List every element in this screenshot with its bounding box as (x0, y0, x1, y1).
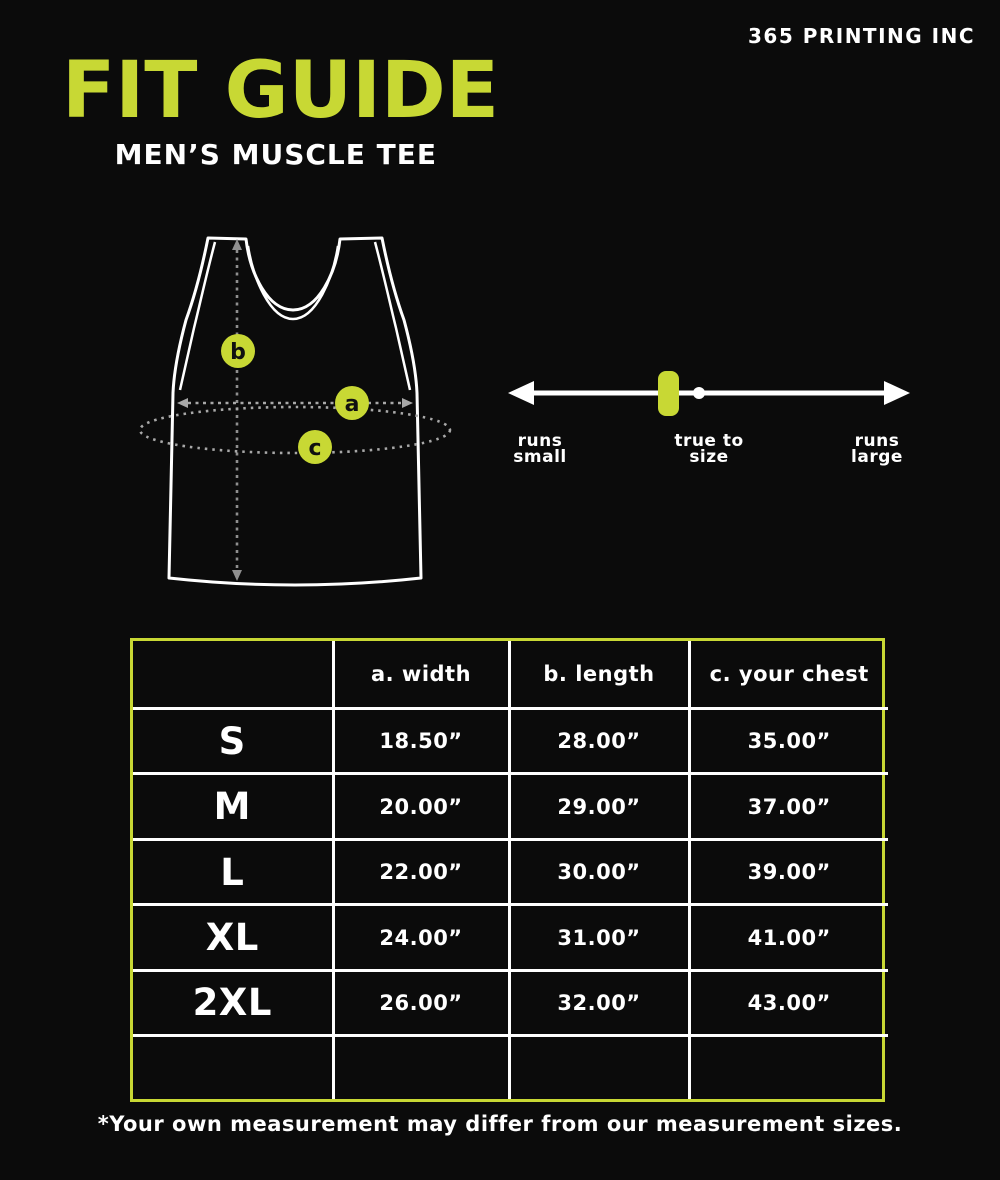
marker-a (335, 386, 369, 420)
fit-scale (486, 356, 950, 432)
fit-scale-left-arrowhead (508, 381, 534, 405)
fit-scale-dot (693, 387, 705, 399)
length-value: 29.00” (509, 774, 689, 839)
table-row-xl (133, 905, 888, 970)
chest-value: 37.00” (689, 774, 888, 839)
marker-c (298, 430, 332, 464)
svg-text:b: b (230, 340, 246, 365)
length-value: 32.00” (509, 970, 689, 1035)
left-armhole-binding (180, 242, 215, 390)
measurement-disclaimer: *Your own measurement may differ from our measurement sizes. (97, 1112, 903, 1136)
header-chest: c. your chest (689, 641, 888, 709)
fit-scale-right-arrowhead (884, 381, 910, 405)
chest-value: 43.00” (689, 970, 888, 1035)
size-label: S (133, 709, 333, 774)
length-measure-arrow (232, 239, 242, 581)
header-width: a. width (333, 641, 509, 709)
fit-scale-label-runs-large: runs large (851, 431, 903, 467)
svg-text:a: a (344, 392, 360, 417)
width-value: 22.00” (333, 839, 509, 904)
svg-text:c: c (308, 436, 322, 461)
width-value: 18.50” (333, 709, 509, 774)
page-title: FIT GUIDE (62, 46, 500, 136)
page-subtitle: MEN’S MUSCLE TEE (114, 138, 437, 171)
size-label: 2XL (133, 970, 333, 1035)
length-value: 31.00” (509, 905, 689, 970)
fit-scale-label-runs-small: runs small (513, 431, 567, 467)
chest-value: 41.00” (689, 905, 888, 970)
width-measure-arrow (177, 398, 413, 408)
header-size (133, 641, 333, 709)
size-table-frame (130, 638, 885, 1102)
size-label: L (133, 839, 333, 904)
right-armhole-binding (375, 242, 410, 390)
brand-name: 365 PRINTING INC (747, 24, 975, 48)
width-value: 24.00” (333, 905, 509, 970)
width-value: 26.00” (333, 970, 509, 1035)
size-label: M (133, 774, 333, 839)
size-table (133, 641, 888, 1099)
chest-measure-ellipse (140, 407, 450, 453)
length-value: 30.00” (509, 839, 689, 904)
table-row-m (133, 774, 888, 839)
fit-scale-indicator (658, 371, 679, 416)
table-row-s (133, 709, 888, 774)
fit-scale-label-true-to-size: true to size (674, 431, 744, 467)
length-value: 28.00” (509, 709, 689, 774)
chest-value: 35.00” (689, 709, 888, 774)
size-table-header-row (133, 641, 888, 709)
neckline-binding (248, 246, 338, 319)
width-value: 20.00” (333, 774, 509, 839)
chest-value: 39.00” (689, 839, 888, 904)
table-row-l (133, 839, 888, 904)
marker-b (221, 334, 255, 368)
table-row-empty (133, 1036, 888, 1099)
table-row-2xl (133, 970, 888, 1035)
header-length: b. length (509, 641, 689, 709)
muscle-tee-diagram (128, 218, 468, 598)
size-label: XL (133, 905, 333, 970)
